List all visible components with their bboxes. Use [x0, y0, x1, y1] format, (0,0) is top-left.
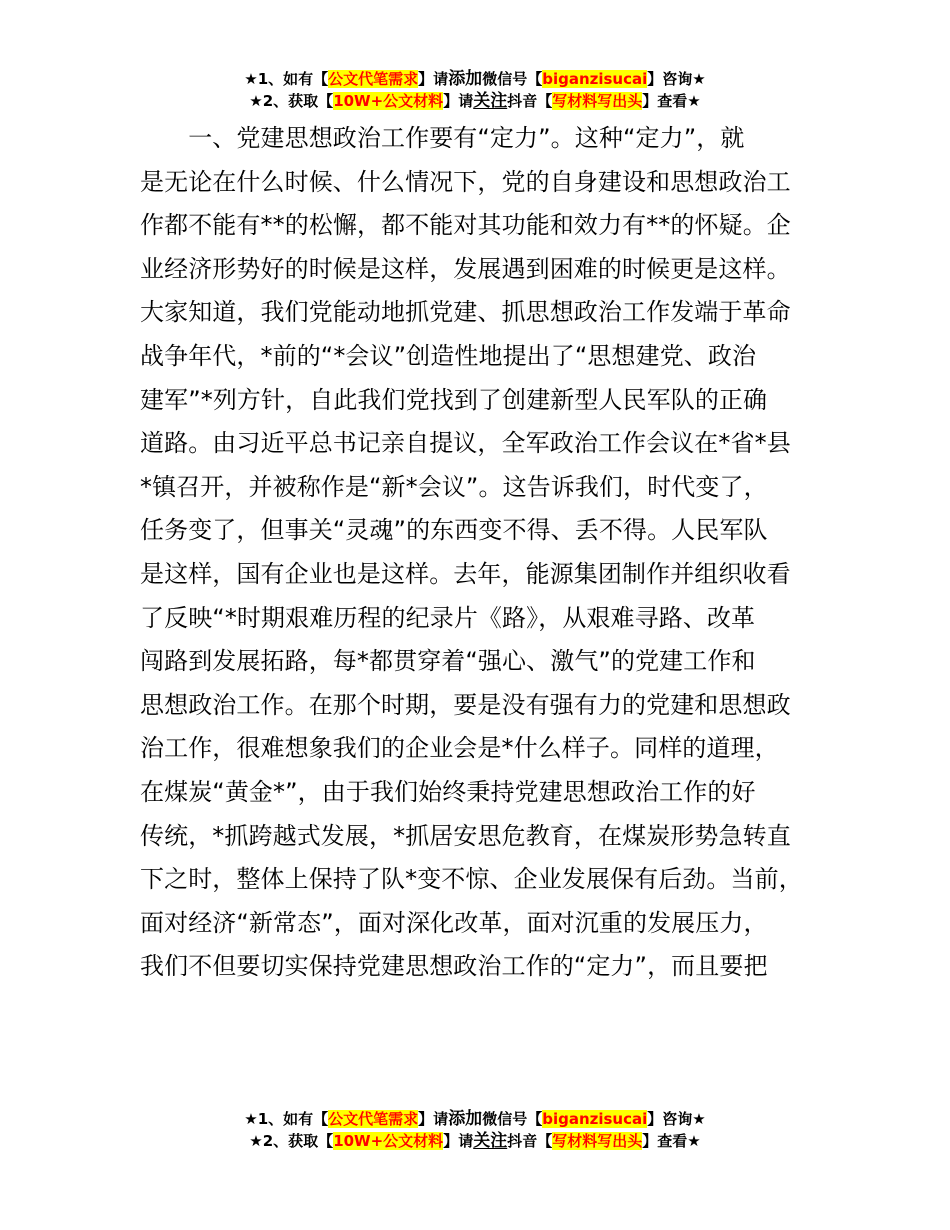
document-body	[140, 117, 830, 989]
paragraph-line: 治工作，很难想象我们的企业会是*什么样子。同样的道理，	[140, 734, 779, 763]
paragraph-line: 思想政治工作。在那个时期，要是没有强有力的党建和思想政	[140, 690, 791, 719]
paragraph-line: 任务变了，但事关“灵魂”的东西变不得、丢不得。人民军队	[140, 516, 768, 545]
banner-text: 抖音【	[507, 92, 553, 110]
banner-highlight-douyin-id: 写材料写出头	[552, 1132, 643, 1150]
paragraph-line: 业经济形势好的时候是这样，发展遇到困难的时候更是这样。	[140, 254, 791, 283]
banner-text: 】请	[443, 1132, 474, 1150]
banner-text: 】请	[418, 70, 449, 88]
banner-highlight-wechat-id: biganzisucai	[542, 70, 648, 88]
banner-emphasis: 添加	[448, 69, 483, 89]
banner-text: ★2、获取【	[249, 92, 334, 110]
paragraph-line: 闯路到发展拓路，每*都贯穿着“强心、激气”的党建工作和	[140, 647, 756, 676]
paragraph-line: 战争年代，*前的“*会议”创造性地提出了“思想建党、政治	[140, 341, 757, 370]
paragraph-line: 是这样，国有企业也是这样。去年，能源集团制作并组织收看	[140, 559, 791, 588]
banner-text: 】查看★	[642, 1132, 701, 1150]
banner-text: ★1、如有【	[244, 70, 329, 88]
header-banner	[0, 68, 950, 112]
paragraph-line: 建军”*列方针，自此我们党找到了创建新型人民军队的正确	[140, 385, 768, 414]
banner-emphasis: 添加	[448, 1109, 483, 1129]
banner-text: 微信号【	[482, 1110, 543, 1128]
banner-text: 抖音【	[507, 1132, 553, 1150]
paragraph-line: 大家知道，我们党能动地抓党建、抓思想政治工作发端于革命	[140, 298, 791, 327]
paragraph-line: 下之时，整体上保持了队*变不惊、企业发展保有后劲。当前，	[140, 865, 803, 894]
banner-text: ★1、如有【	[244, 1110, 329, 1128]
banner-emphasis: 关注	[473, 1131, 508, 1151]
footer-banner-line-1	[0, 1108, 950, 1130]
footer-banner	[0, 1108, 950, 1152]
banner-highlight: 公文代笔需求	[328, 1110, 419, 1128]
paragraph-line: 面对经济“新常态”，面对深化改革，面对沉重的发展压力，	[140, 908, 768, 937]
banner-highlight: 10W+公文材料	[333, 1132, 444, 1150]
banner-text: 】咨询★	[647, 1110, 706, 1128]
banner-text: 】查看★	[642, 92, 701, 110]
paragraph-line: 是无论在什么时候、什么情况下，党的自身建设和思想政治工	[140, 167, 791, 196]
paragraph-line: 一、党建思想政治工作要有“定力”。这种“定力”，就	[140, 124, 745, 152]
banner-highlight: 公文代笔需求	[328, 70, 419, 88]
banner-text: 】咨询★	[647, 70, 706, 88]
banner-text: 】请	[418, 1110, 449, 1128]
paragraph-line: 在煤炭“黄金*”，由于我们始终秉持党建思想政治工作的好	[140, 777, 756, 806]
banner-text: ★2、获取【	[249, 1132, 334, 1150]
paragraph-line: 道路。由习近平总书记亲自提议，全军政治工作会议在*省*县	[140, 429, 791, 458]
banner-highlight-wechat-id: biganzisucai	[542, 1110, 648, 1128]
paragraph-line: 传统，*抓跨越式发展，*抓居安思危教育，在煤炭形势急转直	[140, 821, 791, 850]
banner-text: 】请	[443, 92, 474, 110]
paragraph-line: 作都不能有**的松懈，都不能对其功能和效力有**的怀疑。企	[140, 211, 791, 240]
paragraph-line: *镇召开，并被称作是“新*会议”。这告诉我们，时代变了，	[140, 472, 768, 501]
paragraph-line: 我们不但要切实保持党建思想政治工作的“定力”，而且要把	[140, 952, 768, 981]
paragraph-line: 了反映“*时期艰难历程的纪录片《路》，从艰难寻路、改革	[140, 603, 756, 632]
banner-highlight-douyin-id: 写材料写出头	[552, 92, 643, 110]
header-banner-line-2	[0, 90, 950, 112]
footer-banner-line-2	[0, 1130, 950, 1152]
banner-text: 微信号【	[482, 70, 543, 88]
banner-emphasis: 关注	[473, 91, 508, 111]
header-banner-line-1	[0, 68, 950, 90]
banner-highlight: 10W+公文材料	[333, 92, 444, 110]
